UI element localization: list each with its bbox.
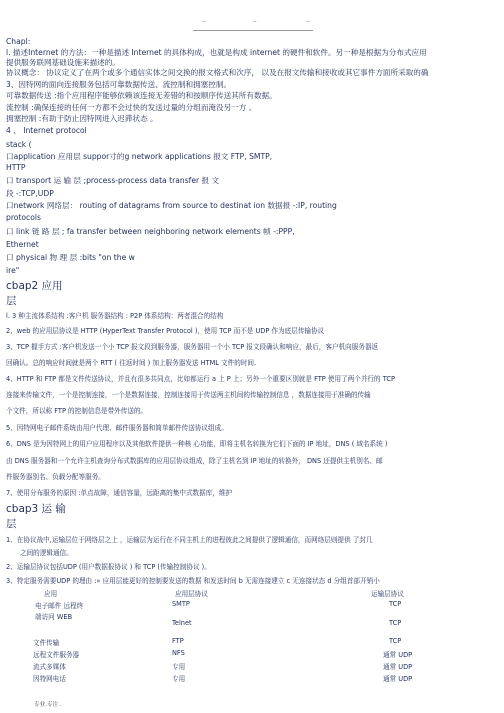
section-heading: 层 bbox=[6, 295, 17, 307]
header-rule bbox=[193, 30, 313, 31]
table-cell: Telnet bbox=[172, 619, 192, 627]
section-heading: cbap3 运 输 bbox=[6, 503, 66, 515]
text-line: 协议概念： 协议定义了在两个或多个通信实体之间交换的报文格式和次序， 以及在报文传输和接收或其它事件方面所采取的确 bbox=[6, 68, 429, 77]
table-cell: 电子邮件 远程终 bbox=[35, 602, 84, 610]
text-line: 连接来传输文件，一个是控制连接，一个是数据连接，控制连接用于传送两主机间的传输控制信息 ，数据连接用于准确的传输 bbox=[6, 391, 371, 399]
text-line: 3、TCP 握手方式 :客户机发送一个小 TCP 报文段到服务器，服务器用一个小 TCP 报文段确认和响应，最后，客户机向服务器返 bbox=[6, 343, 379, 351]
text-line: 口network 网络层： routing of datagrams from source to destinat ion 数据报 -:IP, routing bbox=[6, 201, 337, 210]
text-line: 3、特定服务需要UDP 的理由 :» 应用层能更好的控制要发送的数据 和发送时间 b 无需连接建立 c 无连接状态 d 分组首部开销小 bbox=[6, 577, 380, 585]
text-line: 1、在协议战中,运输层位于网络层之上 ，运输层为运行在不同主机上的进程彼此之间提供了逻辑通信，而网络层则提供 了封几 bbox=[6, 536, 373, 544]
table-cell: TCP bbox=[389, 600, 402, 608]
table-cell: 流式多媒体 bbox=[33, 663, 66, 671]
text-line: l. 3 种主流体系结构 :客户机 服务器结构 : P2P 体系结构：两者混合的结构 bbox=[6, 312, 224, 320]
text-line: 6、DNS 是为因特网上的用户应用程序以及其他软件提供一种核 心功能，即将主机名转换为它们下面的 IP 地址，DNS ( 域名系统 ) bbox=[6, 440, 388, 448]
text-line: 口 transport 运 输 层 ;process-process data transfer 报 文 bbox=[6, 176, 220, 185]
text-line: 口 link 链 路 层 ; fa transfer between neighboring network elements 帧 -:PPP, bbox=[6, 227, 295, 236]
text-line: 流控制 :确保连接的任何一方都不会过快的发送过量的分组而淹没另一方 。 bbox=[6, 103, 257, 112]
text-line: 提供服务联网基础设施来描述的。 bbox=[6, 58, 120, 67]
text-line: HTTP bbox=[6, 163, 26, 172]
page-footer: 专业.专注 . bbox=[34, 702, 62, 708]
text-line: 口application 应用层 suppor寸的g network applications 报文 FTP, SMTP, bbox=[6, 152, 273, 161]
text-line: 口 physical 物 理 层 :bits "on the w bbox=[6, 253, 135, 262]
text-line: 个文件，所以称 FTP 的控制信息是带外传送的。 bbox=[6, 407, 148, 415]
table-header: 应用 bbox=[44, 590, 58, 598]
table-cell: 远程文件服务器 bbox=[33, 651, 80, 659]
text-line: 拥塞控制 :有助于防止因特网进入迟滞状态 。 bbox=[6, 114, 158, 123]
table-cell: FTP bbox=[172, 637, 184, 645]
text-line: 件服务器别名、负载分配等服务。 bbox=[6, 473, 105, 481]
table-cell: 通常 UDP bbox=[383, 675, 413, 683]
table-cell: 专用 bbox=[172, 663, 186, 671]
text-line: 回确认。总的响应时间就是两个 RTT ( 往返时间 ) 加上服务器发送 HTML 文件的时间. bbox=[6, 359, 257, 367]
section-heading: cbap2 应用 bbox=[6, 280, 63, 292]
text-line: l. 描述Internet 的方法：一种是描述 Internet 的具体构成，也就是构成 internet 的硬件和软件。另一种是根据为分布式应用 bbox=[6, 48, 427, 57]
table-cell: 通常 UDP bbox=[383, 651, 413, 659]
table-header: 应用层协议 bbox=[175, 590, 208, 598]
table-cell: SMTP bbox=[172, 600, 190, 608]
table-cell: TCP bbox=[389, 637, 402, 645]
section-heading: 层 bbox=[6, 518, 17, 530]
text-line: 4、HTTP 和 FTP 都是文件传送协议，并且有很多共同点，比如都运行 a 上 P 上；另外一个重要区别就是 FTP 使用了两个并行的 TCP bbox=[6, 375, 395, 383]
text-line: protocols bbox=[6, 213, 41, 222]
header-dots: .. bbox=[306, 17, 310, 24]
text-line: 4 、 Internet protocol bbox=[6, 126, 87, 135]
table-cell: 因特网电话 bbox=[33, 675, 66, 683]
page-header bbox=[0, 17, 504, 29]
table-cell: 通常 UDP bbox=[383, 663, 413, 671]
text-line: 2、web 的应用层协议是 HTTP (HyperText Transfer Protocol )，使用 TCP 而不是 UDP 作为底层传输协议 bbox=[6, 327, 325, 335]
text-line: 3、因特网的面向连接服务包括可靠数据传送、流控制和拥塞控制。 bbox=[6, 80, 232, 89]
text-line: 由 DNS 服务器和一个允许主机查询分布式数据库的应用层协议组成，除了主机名到 IP 地址的转换外， DNS 还提供主机别名、邮 bbox=[6, 457, 383, 465]
table-header: 运输层协议 bbox=[371, 590, 404, 598]
table-cell: TCP bbox=[389, 619, 402, 627]
text-line: stack ( bbox=[6, 140, 32, 149]
text-line: 5、因特网电子邮件系统由用户代理、邮件服务器和简单邮件传送协议组成。 bbox=[6, 424, 228, 432]
text-line: 7、使用分布服务的原因 :单点故障，通信容量，远距离的集中式数据库，维护 bbox=[6, 489, 233, 497]
text-line: Ethernet bbox=[6, 240, 39, 249]
table-cell: 专用 bbox=[172, 675, 186, 683]
table-cell: NFS bbox=[172, 649, 185, 657]
text-line: 可靠数据传送 :指个应用程序能够依赖该连接无差错的和按顺序传送其所有数据。 bbox=[6, 91, 277, 100]
table-cell: 端访问 WEB bbox=[35, 613, 73, 621]
text-line: 段 -:TCP,UDP bbox=[6, 189, 54, 198]
text-line: 2、运输层协议包括UDP (用户数据报协议 ) 和 TCP (传输控制协议 )。 bbox=[6, 563, 211, 571]
table-cell: 文件传输 bbox=[33, 639, 60, 647]
header-dots: .. bbox=[253, 17, 257, 24]
text-line: 之间的逻辑通信。 bbox=[20, 549, 73, 557]
header-dots: .. bbox=[202, 17, 206, 24]
chapter-label: Chapl: bbox=[6, 37, 31, 46]
text-line: ire" bbox=[6, 266, 20, 275]
